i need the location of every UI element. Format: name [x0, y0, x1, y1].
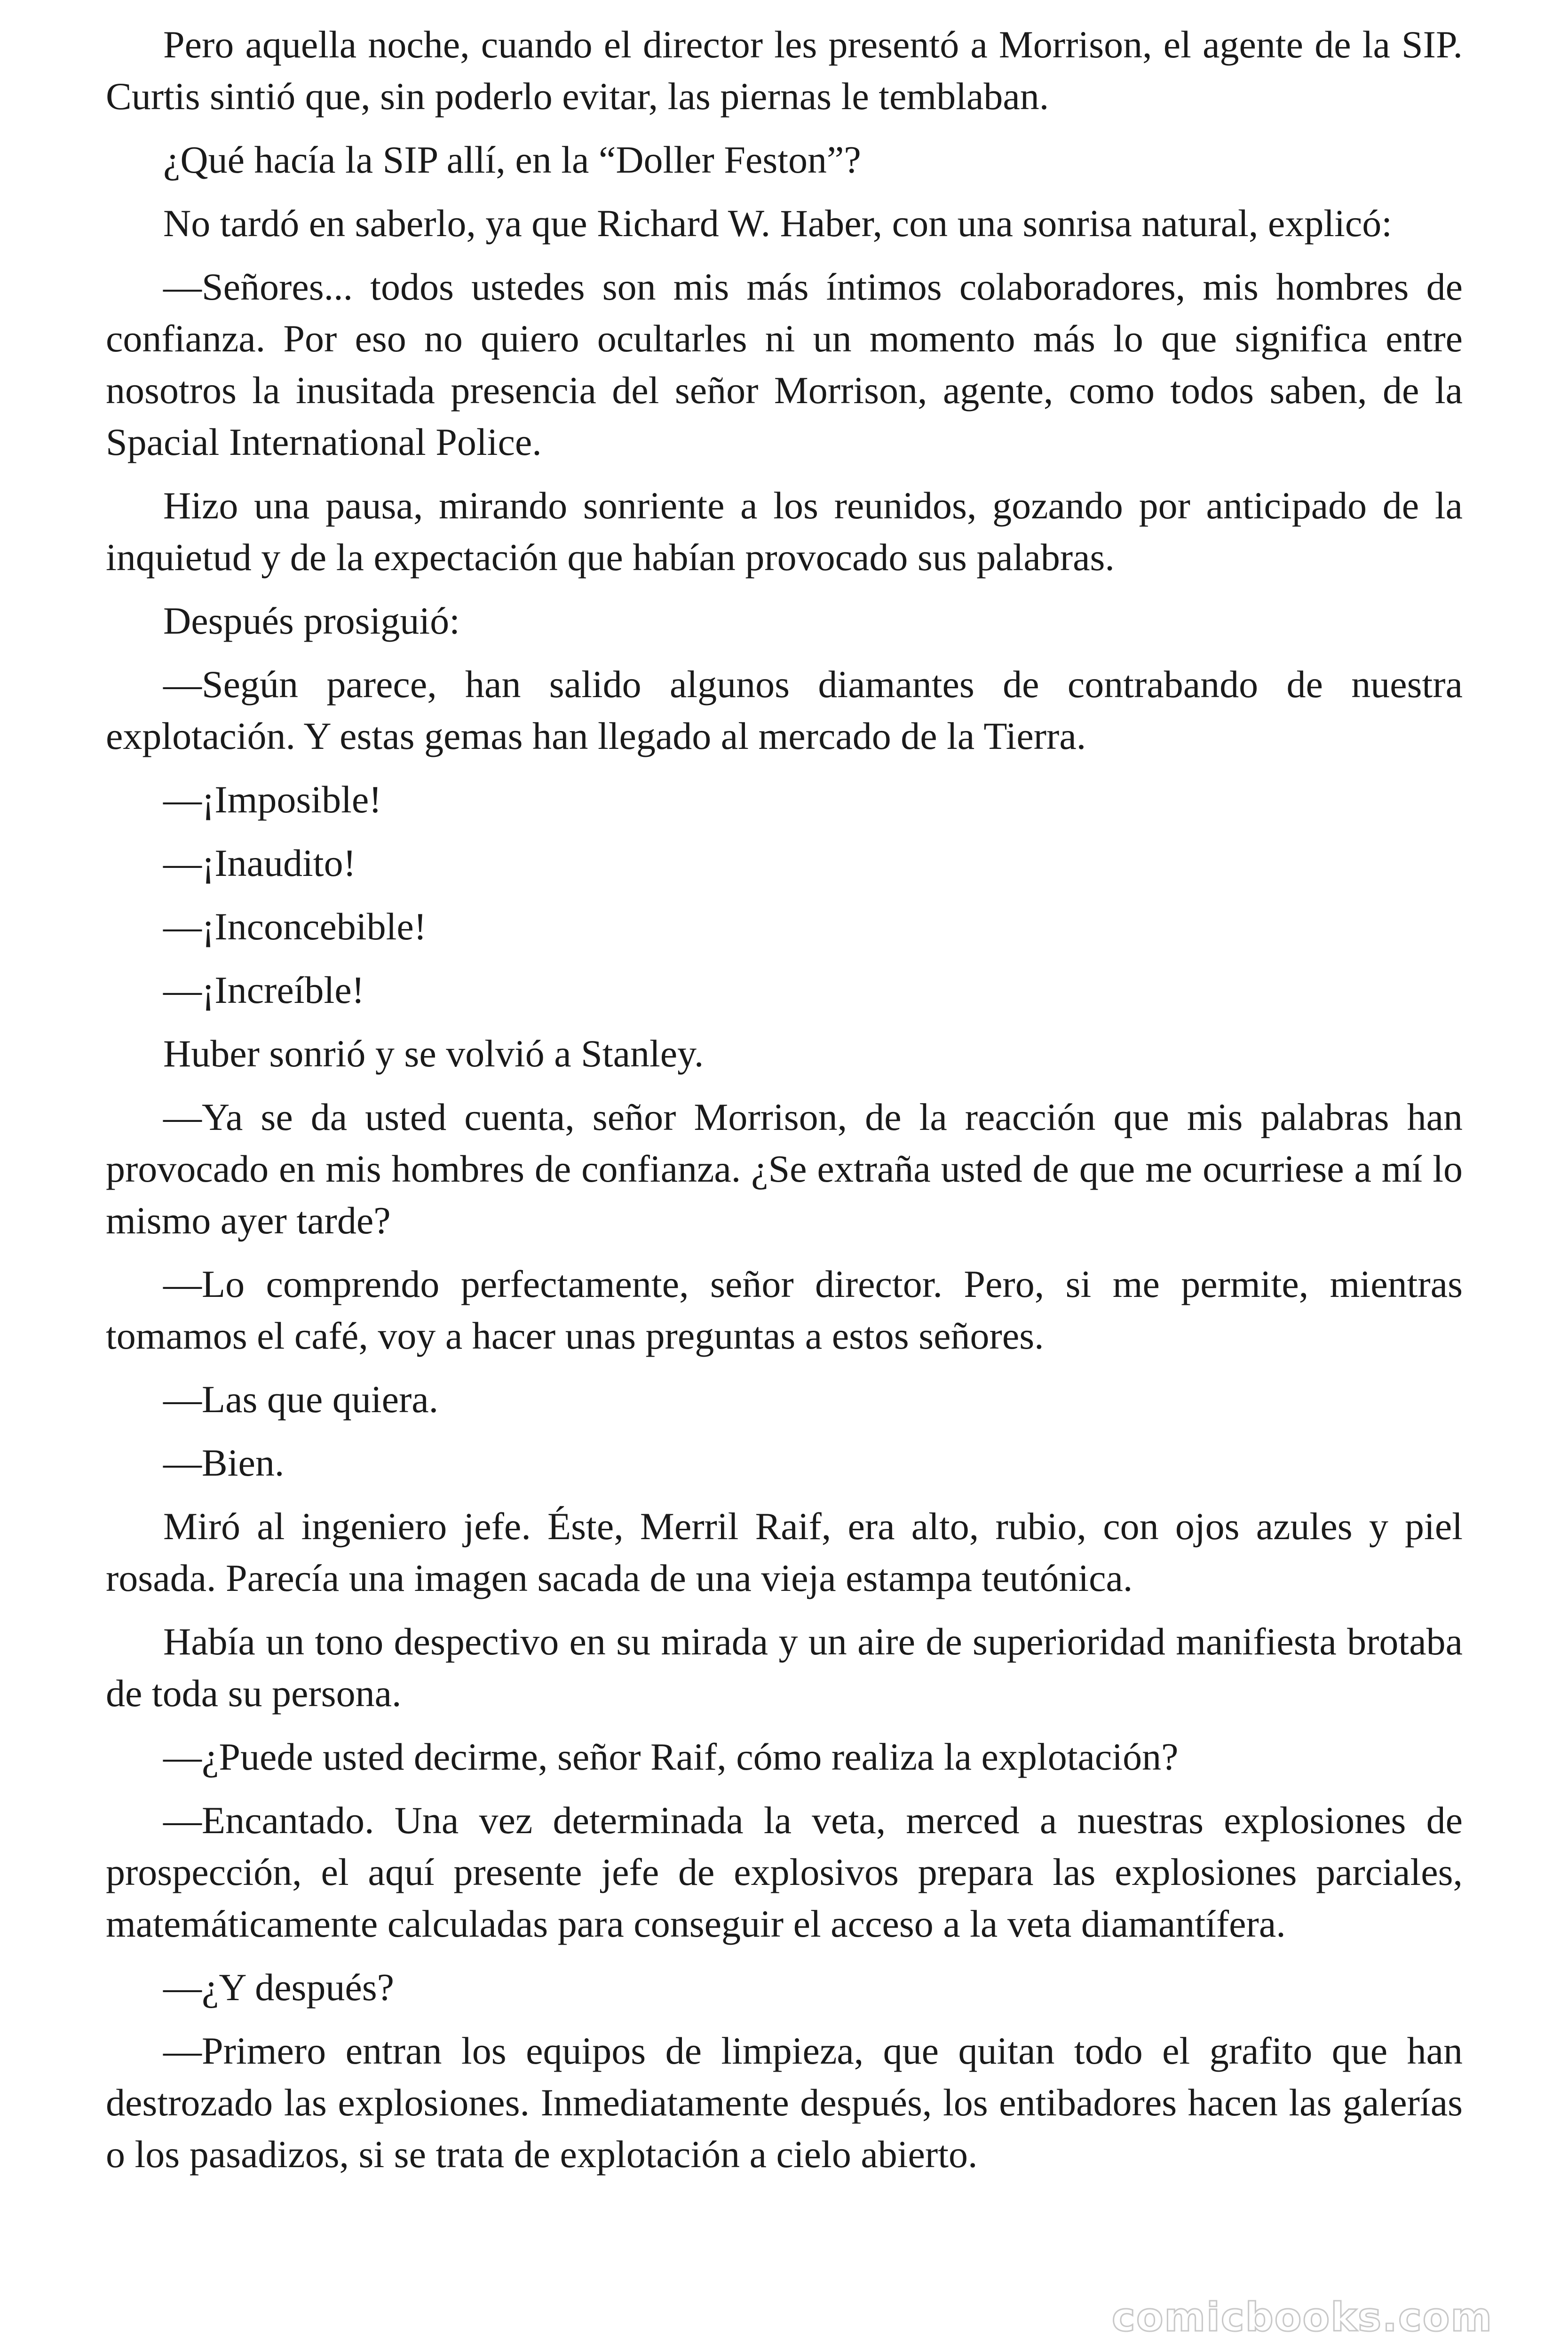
paragraph: —Las que quiera. — [163, 1378, 439, 1421]
paragraph: —¡Imposible! — [163, 778, 382, 821]
paragraph: —¡Increíble! — [163, 969, 364, 1011]
book-page-text — [106, 19, 1463, 2192]
paragraph: —Señores... todos ustedes son mis más íntimos colaboradores, mis hombres de confianza. Por eso no quiero ocultarles ni un momento más lo que significa entre nosotros la inusitada presencia del señor Morrison, agente, como todos saben, de la Spacial International Police. — [106, 265, 1463, 463]
paragraph: —Primero entran los equipos de limpieza, que quitan todo el grafito que han destrozado las explosiones. Inmediatamente después, los entibadores hacen las galerías o los pasadizos, si se trata de explotación a cielo abierto. — [106, 2029, 1463, 2176]
paragraph: —¿Y después? — [163, 1966, 395, 2009]
paragraph: Había un tono despectivo en su mirada y un aire de superioridad manifiesta brotaba de toda su persona. — [106, 1620, 1463, 1715]
watermark: comicbooks.com — [1112, 2294, 1493, 2340]
paragraph: Hizo una pausa, mirando sonriente a los reunidos, gozando por anticipado de la inquietud y de la expectación que habían provocado sus palabras. — [106, 484, 1463, 579]
paragraph: —¡Inaudito! — [163, 842, 356, 884]
paragraph: No tardó en saberlo, ya que Richard W. Haber, con una sonrisa natural, explicó: — [163, 202, 1393, 245]
paragraph: Miró al ingeniero jefe. Éste, Merril Raif, era alto, rubio, con ojos azules y piel rosada. Parecía una imagen sacada de una vieja estampa teutónica. — [106, 1505, 1463, 1599]
paragraph: —Encantado. Una vez determinada la veta, merced a nuestras explosiones de prospección, el aquí presente jefe de explosivos prepara las explosiones parciales, matemáticamente calculadas para conseguir el acceso a la veta diamantífera. — [106, 1799, 1463, 1945]
paragraph: —Bien. — [163, 1441, 285, 1484]
paragraph: ¿Qué hacía la SIP allí, en la “Doller Feston”? — [163, 138, 861, 181]
paragraph: —Ya se da usted cuenta, señor Morrison, de la reacción que mis palabras han provocado en mis hombres de confianza. ¿Se extraña usted de que me ocurriese a mí lo mismo ayer tarde? — [106, 1096, 1463, 1242]
paragraph: —¡Inconcebible! — [163, 905, 427, 948]
paragraph: Después prosiguió: — [163, 599, 460, 642]
paragraph: Huber sonrió y se volvió a Stanley. — [163, 1032, 704, 1075]
paragraph: Pero aquella noche, cuando el director les presentó a Morrison, el agente de la SIP. Curtis sintió que, sin poderlo evitar, las piernas le temblaban. — [106, 23, 1463, 118]
paragraph: —Según parece, han salido algunos diamantes de contrabando de nuestra explotación. Y estas gemas han llegado al mercado de la Tierra. — [106, 663, 1463, 757]
paragraph: —Lo comprendo perfectamente, señor director. Pero, si me permite, mientras tomamos el café, voy a hacer unas preguntas a estos señores. — [106, 1263, 1463, 1357]
paragraph: —¿Puede usted decirme, señor Raif, cómo realiza la explotación? — [163, 1735, 1179, 1778]
